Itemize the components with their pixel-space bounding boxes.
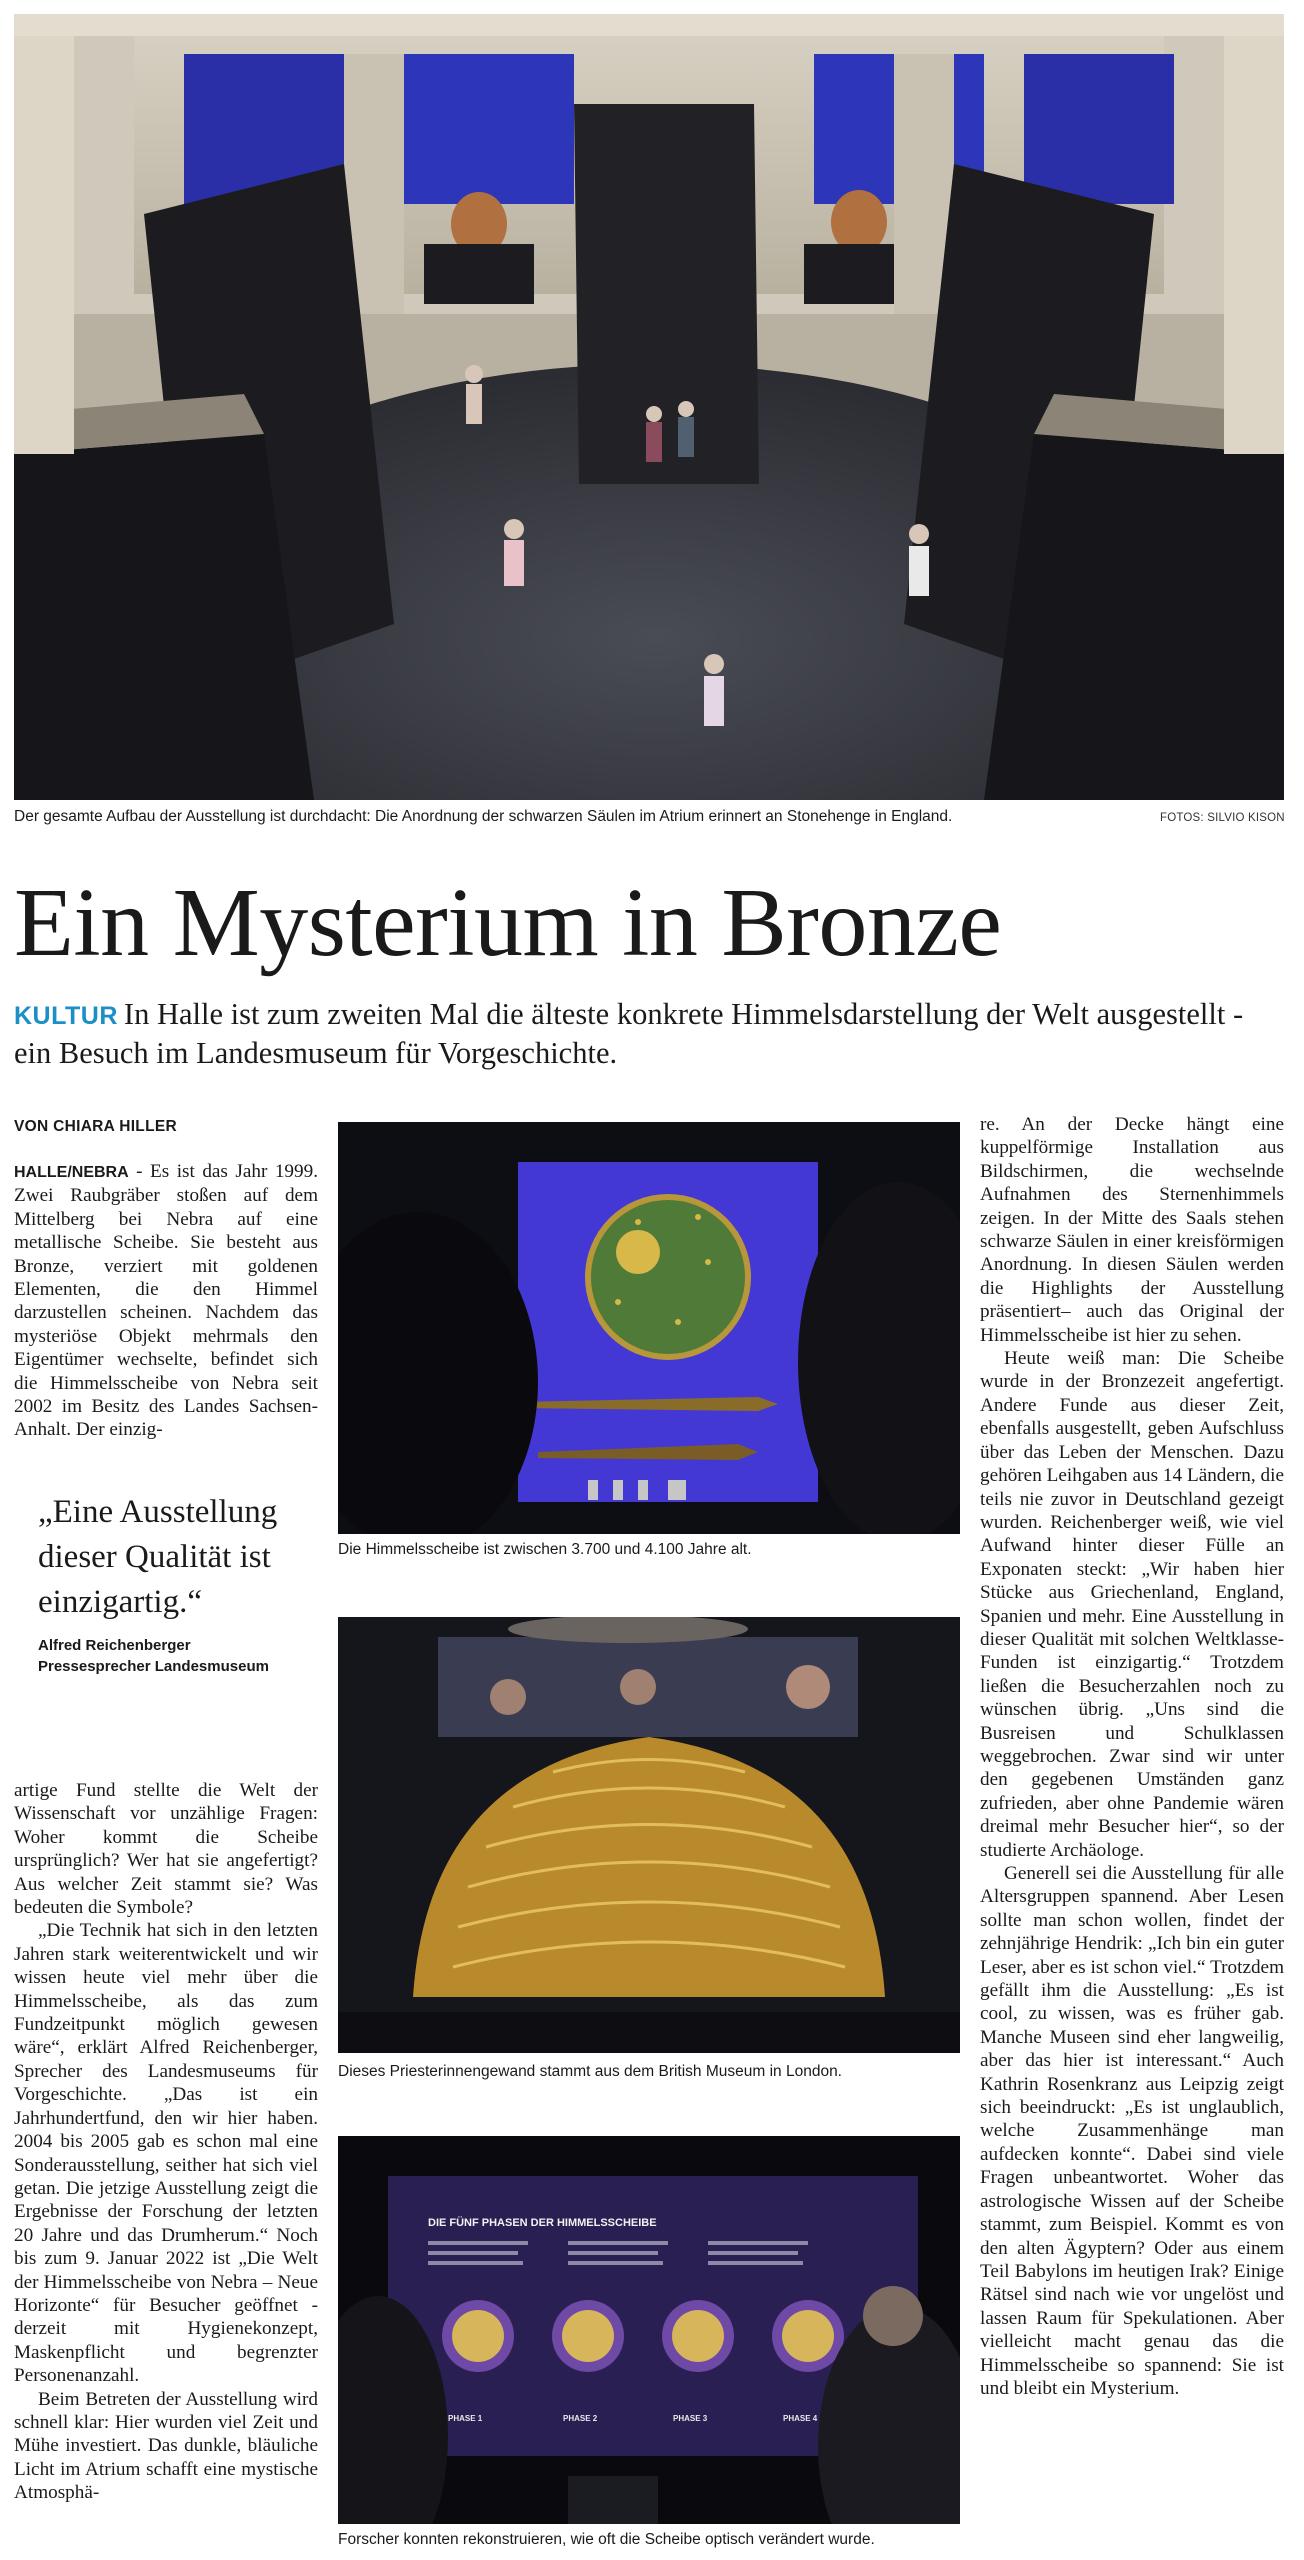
pullquote-text: „Eine Ausstellung dieser Qualität ist einzigartig.“ bbox=[38, 1494, 278, 1620]
phase-label: PHASE 1 bbox=[448, 2414, 483, 2423]
paragraph: „Die Technik hat sich in den letzten Jahren stark weiterentwickelt und wir wissen heute viel mehr über die Himmelsscheibe, als das zum Fundzeitpunkt möglich gewesen wäre“, erklärt Alfred Reichenberger, Sprecher des Landesmuseums für Vorgeschichte. „Das ist ein Jahrhundertfund, den wir hier haben. 2004 bis 2005 gab es schon mal eine Sonderausstellung, seither hat sich viel getan. Die jetzige Ausstellung zeigt die Ergebnisse der Forschung der letzten 20 Jahre und das Drumherum.“ Noch bis zum 9. Januar 2022 ist „Die Welt der Himmelsscheibe von Nebra – Neue Horizonte“ für Besucher geöffnet - derzeit mit Hygienekonzept, Maskenpflicht und begrenzter Personenanzahl. bbox=[14, 1920, 318, 2387]
paragraph: re. An der Decke hängt eine kuppelförmige Installation aus Bildschirmen, die wechselnde Aufnahmen des Sternenhimmels zeigen. In der Mitte des Saals stehen schwarze Säulen in einer kreisförmigen Anordnung. In diesen Säulen werden die Highlights der Ausstellung präsentiert– auch das Original der Himmelsscheibe ist hier zu sehen. bbox=[980, 1114, 1284, 1346]
robe-photo bbox=[338, 1617, 960, 2053]
photo-credit: FOTOS: SILVIO KISON bbox=[1160, 812, 1285, 824]
intro-paragraph: HALLE/NEBRA - Es ist das Jahr 1999. Zwei Raubgräber stoßen auf dem Mittelberg bei Nebra auf eine metallische Scheibe. Sie besteht aus Bronze, verziert mit goldenen Elementen, die den Himmel darzustellen scheinen. Nachdem das mysteriöse Objekt mehrmals den Eigentümer wechselte, befindet sich die Himmelsscheibe von Nebra seit 2002 im Besitz des Landes Sachsen-Anhalt. Der einzig- bbox=[14, 1161, 318, 1441]
robe-caption: Dieses Priesterinnengewand stammt aus dem British Museum in London. bbox=[338, 2063, 842, 2080]
phases-panel-title: DIE FÜNF PHASEN DER HIMMELSSCHEIBE bbox=[428, 2217, 657, 2229]
pullquote bbox=[38, 1490, 328, 1677]
paragraph: Generell sei die Ausstellung für alle Altersgruppen spannend. Aber Lesen sollte man schon wollen, findet der zehnjährige Hendrik: „Ich bin ein guter Leser, aber es ist schon viel.“ Trotzdem gefällt ihm die Ausstellung: „Es ist cool, zu wissen, was es früher gab. Manche Museen sind eher langweilig, aber das hier ist interessant.“ Auch Kathrin Rosenkranz aus Leipzig zeigt sich beeindruckt: „Es ist unglaublich, welche Zusammenhänge man aufdecken konnte“. Dabei sind viele Fragen unbeantwortet. Woher das astrologische Wissen auf der Scheibe stammt, zum Beispiel. Kommt es von den alten Ägyptern? Oder aus einem Teil Babylons im heutigen Irak? Einige Rätsel sind nach wie vor ungelöst und lassen Raum für Spekulationen. Aber vielleicht macht genau das die Himmelsscheibe so spannend: Sie ist und bleibt ein Mysterium. bbox=[980, 1863, 1284, 2399]
atrium-photo bbox=[14, 14, 1284, 800]
column-left-bottom bbox=[14, 1779, 318, 2505]
phases-caption: Forscher konnten rekonstruieren, wie oft die Scheibe optisch verändert wurde. bbox=[338, 2531, 875, 2548]
paragraph: Heute weiß man: Die Scheibe wurde in der Bronzezeit angefertigt. Andere Funde aus dieser Zeit, ebenfalls ausgestellt, geben Aufschluss über das Leben der Menschen. Dazu gehören Leihgaben aus 14 Ländern, die teils nie zuvor in Deutschland gezeigt wurden. Reichenberger weiß, wie viel Aufwand hinter dieser Fülle an Exponaten steckt: „Wir haben hier Stücke aus Griechenland, England, Spanien und mehr. Eine Ausstellung in dieser Qualität mit solchen Weltklasse-Funden ist einzigartig.“ Trotzdem ließen die Besucherzahlen noch zu wünschen übrig. „Uns sind die Busreisen und Schulklassen weggebrochen. Zwar sind wir unter den gegebenen Umständen ganz zufrieden, aber ohne Pandemie wären dreimal mehr Besucher hier“, so der studierte Archäologe. bbox=[980, 1348, 1284, 1861]
byline: VON CHIARA HILLER bbox=[14, 1118, 177, 1135]
phase-label: PHASE 4 bbox=[783, 2414, 818, 2423]
pullquote-name: Alfred Reichenberger bbox=[38, 1637, 191, 1654]
pullquote-role: Pressesprecher Landesmuseum bbox=[38, 1658, 269, 1675]
paragraph: artige Fund stellte die Welt der Wissenschaft vor unzählige Fragen: Woher kommt die Scheibe ursprünglich? Wer hat sie angefertigt? Aus welcher Zeit stammt sie? Was bedeuten die Symbole? bbox=[14, 1780, 318, 1919]
column-left-top bbox=[14, 1160, 318, 1442]
paragraph: Beim Betreten der Ausstellung wird schnell klar: Hier wurden viel Zeit und Mühe investiert. Das dunkle, bläuliche Licht im Atrium schafft eine mystische Atmosphä- bbox=[14, 2388, 318, 2504]
teaser bbox=[14, 996, 1284, 1072]
dateline: HALLE/NEBRA bbox=[14, 1164, 129, 1181]
section-kicker: KULTUR bbox=[14, 1002, 118, 1030]
sky-disc-photo bbox=[338, 1122, 960, 1534]
phase-label: PHASE 3 bbox=[673, 2414, 708, 2423]
atrium-photo-caption: Der gesamte Aufbau der Ausstellung ist durchdacht: Die Anordnung der schwarzen Säulen im Atrium erinnert an Stonehenge in England. bbox=[14, 808, 953, 825]
teaser-text: In Halle ist zum zweiten Mal die älteste konkrete Himmelsdarstellung der Welt ausgestellt - ein Besuch im Landesmuseum für Vorgeschichte. bbox=[14, 997, 1244, 1070]
sky-disc-caption: Die Himmelsscheibe ist zwischen 3.700 und 4.100 Jahre alt. bbox=[338, 1541, 752, 1558]
phases-photo bbox=[338, 2136, 960, 2524]
column-right bbox=[980, 1113, 1284, 2400]
phase-label: PHASE 2 bbox=[563, 2414, 598, 2423]
headline: Ein Mysterium in Bronze bbox=[14, 869, 1002, 977]
